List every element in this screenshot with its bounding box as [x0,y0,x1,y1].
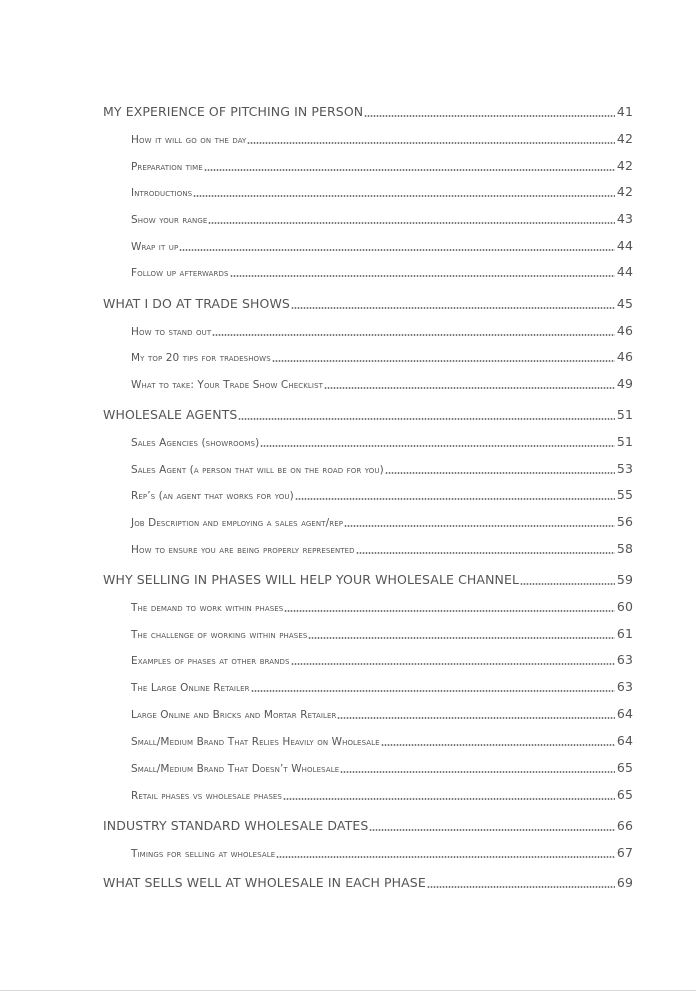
page-bottom-rule [0,990,696,991]
toc-entry-title: How to stand out [131,326,212,338]
dot-leader [208,222,615,224]
toc-entry-title: Sales Agent (a person that will be on the road for you) [131,464,384,476]
toc-entry[interactable] [131,706,633,721]
toc-entry-title: WHAT I DO AT TRADE SHOWS [103,296,290,311]
toc-entry[interactable] [131,787,633,802]
toc-entry-title: Large Online and Bricks and Mortar Retailer [131,709,337,721]
toc-entry-page: 64 [616,706,633,721]
toc-entry[interactable] [131,652,633,667]
toc-entry-title: Introductions [131,187,193,199]
toc-entry-title: Show your range [131,214,208,226]
toc-entry-page: 44 [616,264,633,279]
toc-entry-title: Rep’s (an agent that works for you) [131,490,294,502]
toc-entry[interactable] [131,599,633,614]
toc-entry-page: 53 [616,461,633,476]
toc-entry[interactable] [131,376,633,391]
toc-entry-page: 63 [616,679,633,694]
toc-entry[interactable] [131,349,633,364]
dot-leader [291,307,615,309]
toc-entry-page: 46 [616,349,633,364]
toc-entry-title: The Large Online Retailer [131,682,250,694]
toc-entry-page: 44 [616,238,633,253]
toc-entry-title: How it will go on the day [131,134,247,146]
toc-entry[interactable] [131,264,633,279]
dot-leader [356,552,615,554]
toc-entry-page: 60 [616,599,633,614]
dot-leader [179,249,615,251]
dot-leader [260,445,615,447]
toc-entry-page: 51 [616,434,633,449]
toc-entry[interactable] [103,296,633,311]
toc-entry-title: Job Description and employing a sales agent/rep [131,517,344,529]
toc-entry[interactable] [131,461,633,476]
toc-entry-title: Follow up afterwards [131,267,229,279]
toc-entry[interactable] [131,733,633,748]
toc-entry[interactable] [103,875,633,890]
toc-entry[interactable] [103,572,633,587]
toc-entry[interactable] [103,818,633,833]
toc-entry[interactable] [131,679,633,694]
toc-entry-page: 65 [616,760,633,775]
toc-entry-title: Sales Agencies (showrooms) [131,437,260,449]
toc-entry[interactable] [103,104,633,119]
toc-entry-page: 42 [616,184,633,199]
toc-entry[interactable] [131,434,633,449]
toc-entry-page: 42 [616,158,633,173]
dot-leader [247,142,614,144]
toc-entry[interactable] [131,514,633,529]
toc-entry-title: My top 20 tips for tradeshows [131,352,271,364]
dot-leader [291,663,615,665]
toc-entry-page: 41 [616,104,633,119]
toc-entry[interactable] [131,760,633,775]
dot-leader [308,637,615,639]
toc-entry-page: 46 [616,323,633,338]
toc-entry[interactable] [131,626,633,641]
dot-leader [272,360,615,362]
dot-leader [324,387,615,389]
toc-entry-title: INDUSTRY STANDARD WHOLESALE DATES [103,818,369,833]
toc-entry[interactable] [131,541,633,556]
toc-entry-title: WHAT SELLS WELL AT WHOLESALE IN EACH PHASE [103,875,426,890]
dot-leader [238,418,614,420]
toc-entry-page: 67 [616,845,633,860]
toc-entry[interactable] [131,845,633,860]
dot-leader [193,195,615,197]
dot-leader [520,583,615,585]
toc-entry-title: WHY SELLING IN PHASES WILL HELP YOUR WHOLESALE CHANNEL [103,572,520,587]
toc-entry-page: 55 [616,487,633,502]
dot-leader [212,334,615,336]
toc-entry-title: WHOLESALE AGENTS [103,407,238,422]
toc-entry-title: Preparation time [131,161,203,173]
toc-entry-title: The challenge of working within phases [131,629,308,641]
dot-leader [381,744,615,746]
toc-entry-page: 43 [616,211,633,226]
dot-leader [369,829,615,831]
toc-entry[interactable] [131,238,633,253]
toc-entry-title: How to ensure you are being properly represented [131,544,355,556]
toc-entry[interactable] [131,487,633,502]
toc-entry-page: 69 [616,875,633,890]
toc-entry-page: 65 [616,787,633,802]
toc-entry-title: Small/Medium Brand That Relies Heavily on Wholesale [131,736,380,748]
dot-leader [283,798,615,800]
dot-leader [284,610,615,612]
dot-leader [204,169,615,171]
dot-leader [295,498,615,500]
dot-leader [385,472,615,474]
toc-entry-page: 58 [616,541,633,556]
toc-entry-page: 59 [616,572,633,587]
toc-entry-page: 49 [616,376,633,391]
toc-entry-title: Timings for selling at wholesale [131,848,276,860]
dot-leader [364,115,615,117]
dot-leader [337,717,614,719]
toc-entry-page: 51 [616,407,633,422]
dot-leader [340,771,615,773]
toc-entry[interactable] [131,211,633,226]
dot-leader [230,275,615,277]
toc-entry-title: Examples of phases at other brands [131,655,290,667]
toc-entry-title: Wrap it up [131,241,179,253]
toc-entry-page: 66 [616,818,633,833]
dot-leader [251,690,615,692]
toc-entry[interactable] [131,131,633,146]
toc-entry-page: 61 [616,626,633,641]
toc-entry-title: MY EXPERIENCE OF PITCHING IN PERSON [103,104,364,119]
toc-entry-page: 63 [616,652,633,667]
toc-entry-page: 45 [616,296,633,311]
toc-entry-page: 42 [616,131,633,146]
dot-leader [276,856,615,858]
dot-leader [427,886,615,888]
toc-entry[interactable] [131,184,633,199]
toc-entry-title: The demand to work within phases [131,602,284,614]
toc-entry[interactable] [131,158,633,173]
toc-entry[interactable] [103,407,633,422]
toc-entry[interactable] [131,323,633,338]
toc-entry-title: Small/Medium Brand That Doesn’t Wholesale [131,763,340,775]
toc-entry-page: 64 [616,733,633,748]
toc-entry-title: Retail phases vs wholesale phases [131,790,282,802]
dot-leader [344,525,615,527]
toc-entry-title: What to take: Your Trade Show Checklist [131,379,323,391]
toc-entry-page: 56 [616,514,633,529]
